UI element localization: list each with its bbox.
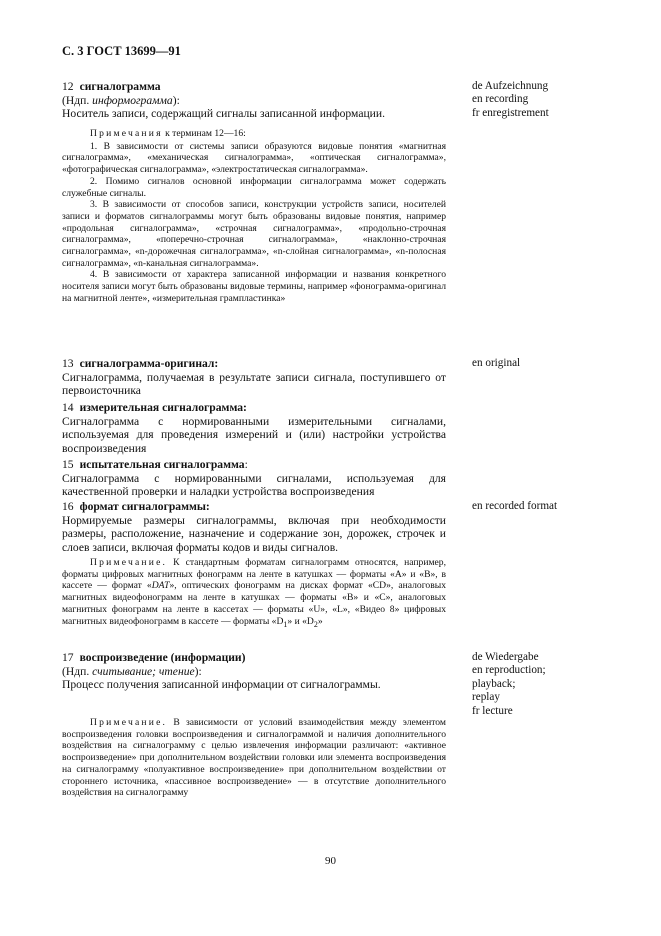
equivalent-en: replay: [472, 691, 500, 704]
term-number: 13: [62, 357, 74, 370]
term-14: [62, 401, 446, 455]
term-17: [62, 651, 446, 692]
subscript: 1: [283, 619, 288, 629]
term-title: воспроизведение (информации): [79, 651, 246, 664]
subscript: 2: [313, 619, 318, 629]
term-title: сигналограмма-оригинал:: [79, 357, 219, 370]
equivalents-13: [472, 357, 520, 370]
page-number: 90: [325, 855, 336, 867]
note-label: Примечание.: [90, 557, 168, 568]
ndp-end: ):: [194, 664, 202, 678]
term-number: 14: [62, 401, 74, 414]
equivalent-en: en reproduction;: [472, 664, 546, 677]
equivalent-fr: fr lecture: [472, 704, 513, 717]
note-text: »: [317, 615, 323, 627]
term-colon: :: [244, 458, 248, 471]
term-number: 16: [62, 500, 74, 513]
equivalents-16: [472, 500, 557, 513]
term-title: испытательная сигналограмма: [79, 458, 245, 471]
term-definition: Сигналограмма с нормированными сигналами, используемая для качественной проверки и наладки устройства воспроизведения: [62, 471, 446, 499]
notes-12-16: [62, 128, 446, 305]
equivalent-de: de Wiedergabe: [472, 651, 539, 663]
note-text-italic: DAT: [151, 580, 170, 592]
ndp-label: (Ндп.: [62, 93, 90, 107]
term-definition: Нормируемые размеры сигналограммы, включая при необходимости размеры, расположение, назначение и содержание зон, дорожек, строчек и слоев записи, включая форматы кодов и виды сигналов.: [62, 513, 446, 554]
term-definition: Процесс получения записанной информации от сигналограммы.: [62, 678, 381, 692]
note-label: Примечание.: [90, 717, 168, 728]
note-text: » и «D: [287, 615, 314, 627]
term-13: [62, 357, 446, 398]
note-16: [62, 557, 446, 630]
term-definition: Носитель записи, содержащий сигналы записанной информации.: [62, 107, 385, 121]
equivalent-fr: fr enregistrement: [472, 106, 549, 119]
term-title: формат сигналограммы:: [79, 500, 210, 513]
ndp-label: (Ндп.: [62, 664, 90, 678]
note-text: К стандартным форматам сигналограмм относятся, например, форматы цифровых магнитных фонограмм на ленте в катушках — форматы «А» и «В», в кассете — формат «: [62, 557, 446, 592]
ndp-end: ):: [172, 93, 180, 107]
equivalent-en: en recorded format: [472, 500, 558, 512]
note-label: Примечания: [90, 128, 163, 139]
term-title: измерительная сигналограмма:: [79, 401, 247, 414]
term-definition: Сигналограмма, получаемая в результате записи сигнала, поступившего от первоисточника: [62, 370, 446, 398]
note-item: 3. В зависимости от способов записи, конструкции устройств записи, носителей записи и форматов сигналограммы могут быть образованы видовые понятия, например «продольная сигналограмма», «строчная сигналограмма», «продольно-строчная сигналограмма», «поперечно-строчная сигналограмма», «наклонно-строчная сигналограмма», «n-дорожечная сигналограмма», «n-слойная сигналограмма», «n-полосная сигналограмма», «n-канальная сигналограмма».: [62, 199, 446, 269]
ndp-value: информограмма: [92, 93, 173, 107]
note-item: 4. В зависимости от характера записанной информации и названия конкретного носителя записи могут быть образованы видовые термины, например «фонограмма-оригинал на магнитной ленте», «измерительная грампластинка»: [62, 269, 446, 304]
ndp-value: считывание; чтение: [92, 664, 195, 678]
term-16: [62, 500, 446, 554]
term-15: [62, 458, 446, 499]
term-title: сигналограмма: [79, 80, 161, 93]
term-definition: Сигналограмма с нормированными измерительными сигналами, используемая для проведения измерений и (или) настройки устройства воспроизведения: [62, 414, 446, 455]
term-number: 15: [62, 458, 74, 471]
page-header: С. 3 ГОСТ 13699—91: [62, 44, 181, 58]
note-item: 1. В зависимости от системы записи образуются видовые понятия «магнитная сигналограмма», «механическая сигналограмма», «оптическая сигналограмма», «фотографическая сигналограмма», «электростатическая сигналограмма».: [62, 140, 446, 176]
equivalent-en: playback;: [472, 677, 516, 690]
term-number: 12: [62, 80, 74, 93]
equivalents-12: [472, 80, 549, 120]
note-item: 2. Помимо сигналов основной информации сигналограмма может содержать служебные сигналы.: [62, 175, 446, 199]
term-12: [62, 80, 446, 121]
equivalent-en: en recording: [472, 93, 529, 106]
note-17: [62, 717, 446, 799]
note-text: В зависимости от условий взаимодействия между элементом воспроизведения головки воспроизведения и сигналограммой и наличия дополнительного воздействия на сигналограмму с целью извлечения информации различают: «активное воспроизведение» при дополнительном воздействии головки или элемента воспроизведения на сигналограмму «полуактивное воспроизведение» при дополнительном воздействии от стороннего источника, «пассивное воспроизведение» — в отсутствие дополнительного воздействия на сигналограмму: [62, 717, 446, 799]
note-label-rest: к терминам 12—16:: [162, 128, 246, 139]
equivalent-de: de Aufzeichnung: [472, 80, 549, 92]
note-text: », оптических фонограмм на дисках формат «CD», аналоговых магнитных видеофонограмм на ленте в катушках — форматы «В» и «С», аналоговых магнитных фонограмм на ленте в кассетах — форматы «U», «L», «Видео 8» цифровых магнитных видеофонограмм в кассете — форматы «D: [62, 580, 446, 627]
equivalent-en: en original: [472, 357, 521, 369]
term-number: 17: [62, 651, 74, 664]
equivalents-17: [472, 651, 546, 718]
